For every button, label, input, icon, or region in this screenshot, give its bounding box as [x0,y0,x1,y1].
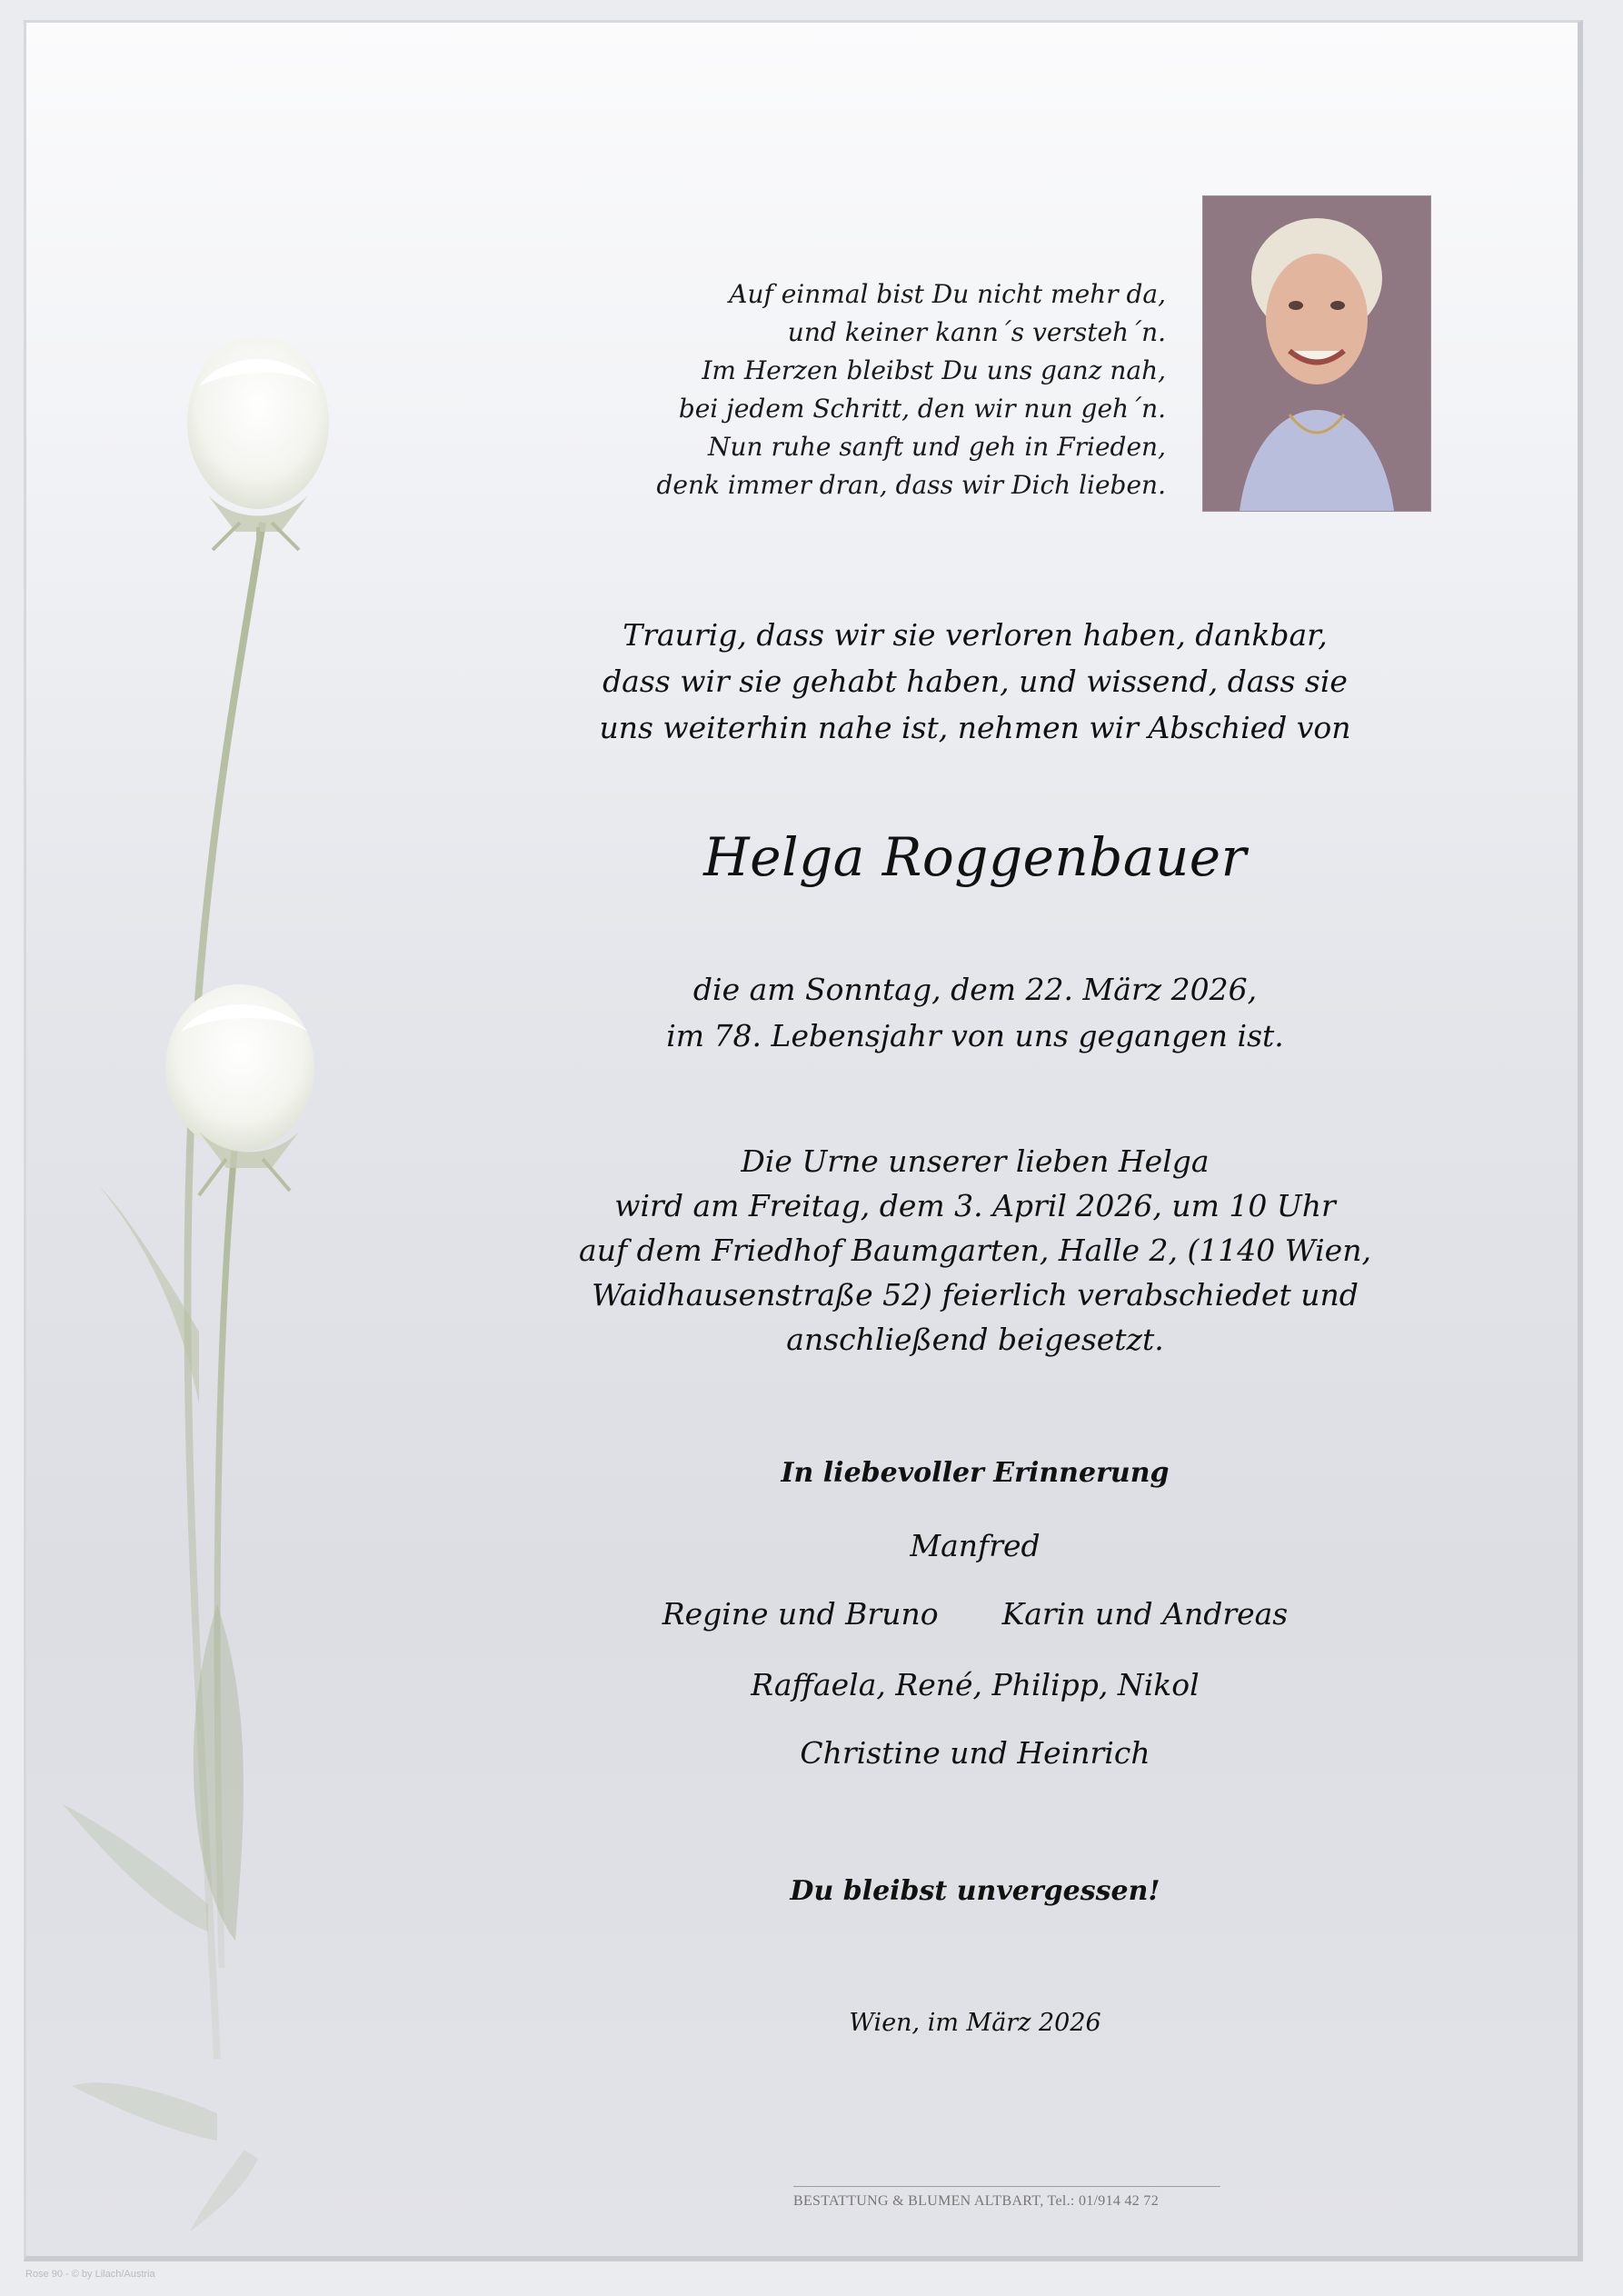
deceased-name: Helga Roggenbauer [703,826,1247,888]
family-line-4: Christine und Heinrich [800,1735,1150,1771]
funeral-line: Die Urne unserer lieben Helga [741,1143,1210,1179]
memory-title: In liebevoller Erinnerung [781,1457,1170,1489]
white-roses-illustration [63,332,517,2241]
death-line: im 78. Lebensjahr von uns gegangen ist. [666,1018,1284,1053]
poem-line: Im Herzen bleibst Du uns ganz nah, [702,355,1166,385]
portrait-image [1203,196,1430,511]
family-line-2 [548,1593,1402,1635]
intro-line: Traurig, dass wir sie verloren haben, dankbar, [622,617,1328,653]
death-notice [548,966,1402,1059]
image-credit: Rose 90 - © by Lilach/Austria [25,2269,155,2280]
funeral-line: auf dem Friedhof Baumgarten, Halle 2, (1140 Wien, [579,1233,1371,1268]
family-pair-right: Karin und Andreas [1001,1596,1289,1632]
footer-divider [793,2186,1220,2187]
funeral-line: anschließend beigesetzt. [786,1322,1164,1357]
funeral-line: Waidhausenstraße 52) feierlich verabschiedet und [592,1277,1359,1313]
family-line-3: Raffaela, René, Philipp, Nikol [751,1667,1200,1702]
poem-line: Auf einmal bist Du nicht mehr da, [729,279,1166,309]
rose-top [187,336,329,559]
intro-line: uns weiterhin nahe ist, nehmen wir Abschied von [599,710,1351,745]
poem-line: und keiner kann´s versteh´n. [787,317,1166,347]
poem-line: bei jedem Schritt, den wir nun geh´n. [678,394,1166,424]
intro-text [548,612,1402,751]
funeral-home-footer: BESTATTUNG & BLUMEN ALTBART, Tel.: 01/914 42 72 [793,2193,1160,2209]
poem [548,275,1166,504]
poem-line: denk immer dran, dass wir Dich lieben. [656,470,1166,500]
obituary-sheet [24,20,1583,2261]
place-and-date: Wien, im März 2026 [849,2009,1101,2037]
poem-line: Nun ruhe sanft und geh in Frieden, [708,432,1166,462]
funeral-line: wird am Freitag, dem 3. April 2026, um 10 Uhr [614,1188,1336,1223]
portrait-photo [1202,195,1431,512]
family-line-1: Manfred [910,1528,1041,1563]
closing-line: Du bleibst unvergessen! [790,1875,1160,1907]
death-line: die am Sonntag, dem 22. März 2026, [692,972,1258,1007]
family-pair-left: Regine und Bruno [662,1596,939,1632]
funeral-details [548,1139,1402,1362]
intro-line: dass wir sie gehabt haben, und wissend, dass sie [602,664,1348,699]
